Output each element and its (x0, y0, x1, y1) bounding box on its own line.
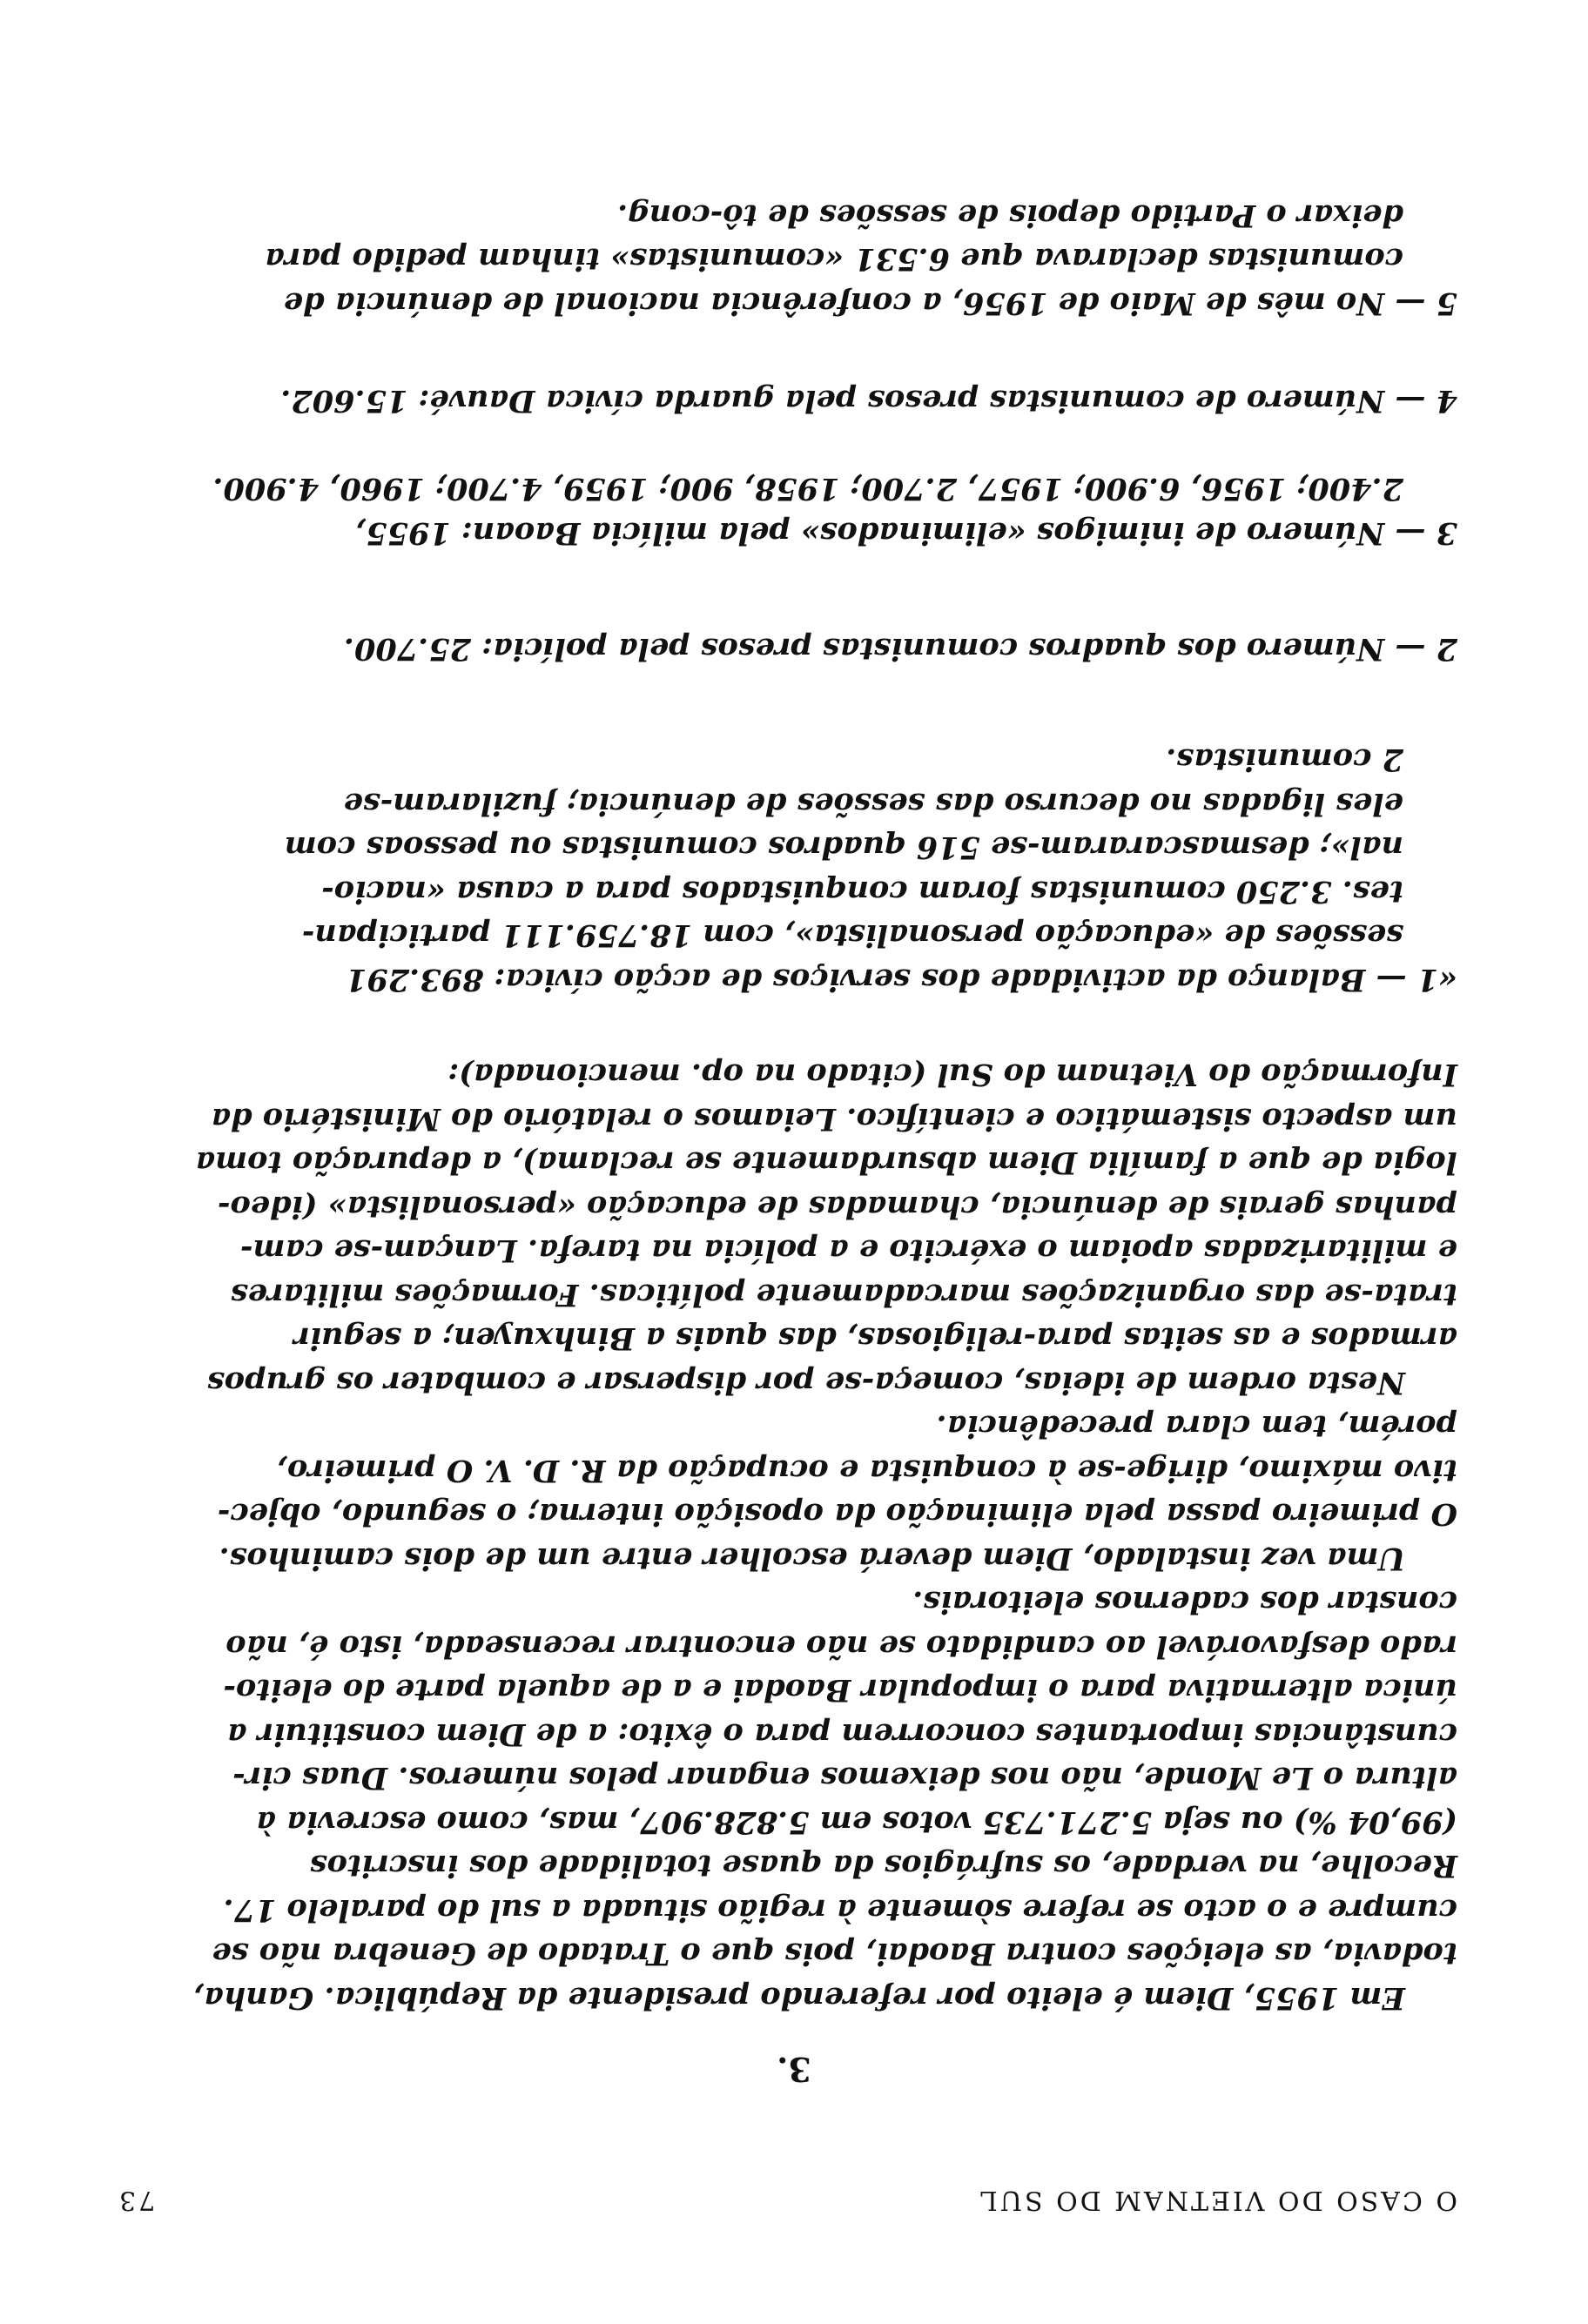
text-line: cumpre e o acto se refere sòmente à região situada a sul do paralelo 17. (223, 1892, 1457, 1928)
running-title: O CASO DO VIETNAM DO SUL (977, 2185, 1457, 2215)
quoted-item-2 (117, 627, 1457, 671)
text-line: deixar o Partido depois de sessões de tô-cong. (617, 198, 1403, 233)
text-line: única alternativa para o impopular Baodai e a de aquela parte do eleito- (223, 1672, 1457, 1709)
text-line: comunistas declarava que 6.531 «comunistas» tinham pedido para (265, 241, 1403, 278)
text-line: porém, tem clara precedência. (936, 1408, 1457, 1445)
text-line: Informação do Vietnam do Sul (citado na op. mencionada): (447, 1057, 1457, 1093)
paragraph-3 (117, 1052, 1457, 1404)
page-number: 73 (117, 2185, 156, 2215)
paragraph-2 (117, 1404, 1457, 1580)
running-header (117, 2185, 1457, 2215)
text-line: rado desfavorável ao candidato se não encontrar recenseada, isto é, não (225, 1629, 1457, 1664)
text-line: 2 comunistas. (1166, 742, 1403, 778)
text-line: Recolhe, na verdade, os sufrágios da quase totalidade dos inscritos (309, 1848, 1457, 1884)
text-line: tivo máximo, dirige-se à conquista e ocupação da R. D. V. O primeiro, (276, 1453, 1457, 1488)
text-line: trata-se das organizações marcadamente políticas. Formações militares (231, 1277, 1457, 1313)
text-line: 2.400; 1956, 6.900; 1957, 2.700; 1958, 900; 1959, 4.700; 1960, 4.900. (212, 471, 1403, 507)
text-line: 2 — Número dos quadros comunistas presos pela polícia: 25.700. (343, 631, 1457, 667)
text-line: 5 — No mês de Maio de 1956, a conferência nacional de denúncia de (283, 285, 1457, 321)
text-line: Uma vez instalado, Diem deverá escolher entre um de dois caminhos. (219, 1541, 1405, 1576)
text-line: sessões de «educação personalista», com 18.759.111 participan- (301, 917, 1403, 954)
text-line: O primeiro passa pela eliminação da oposição interna; o segundo, objec- (217, 1496, 1457, 1533)
section-number: 3. (777, 2050, 811, 2089)
quoted-item-5 (117, 193, 1457, 326)
text-line: panhas gerais de denúncia, chamadas de educação «personalista» (ideo- (217, 1189, 1457, 1225)
paragraph-1 (117, 1580, 1457, 2019)
quoted-item-1 (117, 737, 1457, 1001)
text-line: logia de que a família Diem absurdamente se reclama), a depuração toma (195, 1145, 1457, 1181)
text-line: 3 — Número de inimigos «eliminados» pela milícia Baoan: 1955, (355, 515, 1457, 551)
text-line: 4 — Número de comunistas presos pela guarda cívica Dauvé: 15.602. (280, 383, 1457, 419)
text-line: altura o Le Monde, não nos deixemos enganar pelos números. Duas cir- (232, 1760, 1457, 1797)
text-line: (99,04 %) ou seja 5.271.735 votos em 5.828.907, mas, como escrevia à (256, 1804, 1457, 1840)
text-line: todavia, as eleições contra Baodai, pois que o Tratado de Genebra não se (212, 1936, 1457, 1972)
text-line: armados e as seitas para-religiosas, das quais a Binhxuyen; a seguir (293, 1320, 1457, 1357)
text-line: «1 — Balanço da actividade dos serviços de acção cívica: 893.291 (346, 962, 1457, 997)
text-line: um aspecto sistemático e científico. Leiamos o relatório do Ministério da (211, 1101, 1457, 1137)
quoted-item-3 (117, 467, 1457, 554)
text-line: e militarizadas apoiam o exército e a polícia na tarefa. Lançam-se cam- (239, 1233, 1457, 1269)
text-line: eles ligadas no decurso das sessões de denúncia; fuzilaram-se (343, 786, 1403, 822)
text-line: nal»; desmascararam-se 516 quadros comunistas ou pessoas com (284, 830, 1403, 866)
quoted-item-4 (117, 379, 1457, 423)
text-line: Em 1955, Diem é eleito por referendo presidente da República. Ganha, (192, 1980, 1405, 2016)
text-line: constar dos cadernos eleitorais. (912, 1584, 1457, 1621)
text-line: cunstâncias importantes concorrem para o êxito: a de Diem constituir a (226, 1716, 1457, 1752)
text-line: tes. 3.250 comunistas foram conquistados para a causa «nacio- (321, 874, 1403, 910)
text-line: Nesta ordem de ideias, começa-se por dispersar e combater os grupos (207, 1365, 1405, 1400)
